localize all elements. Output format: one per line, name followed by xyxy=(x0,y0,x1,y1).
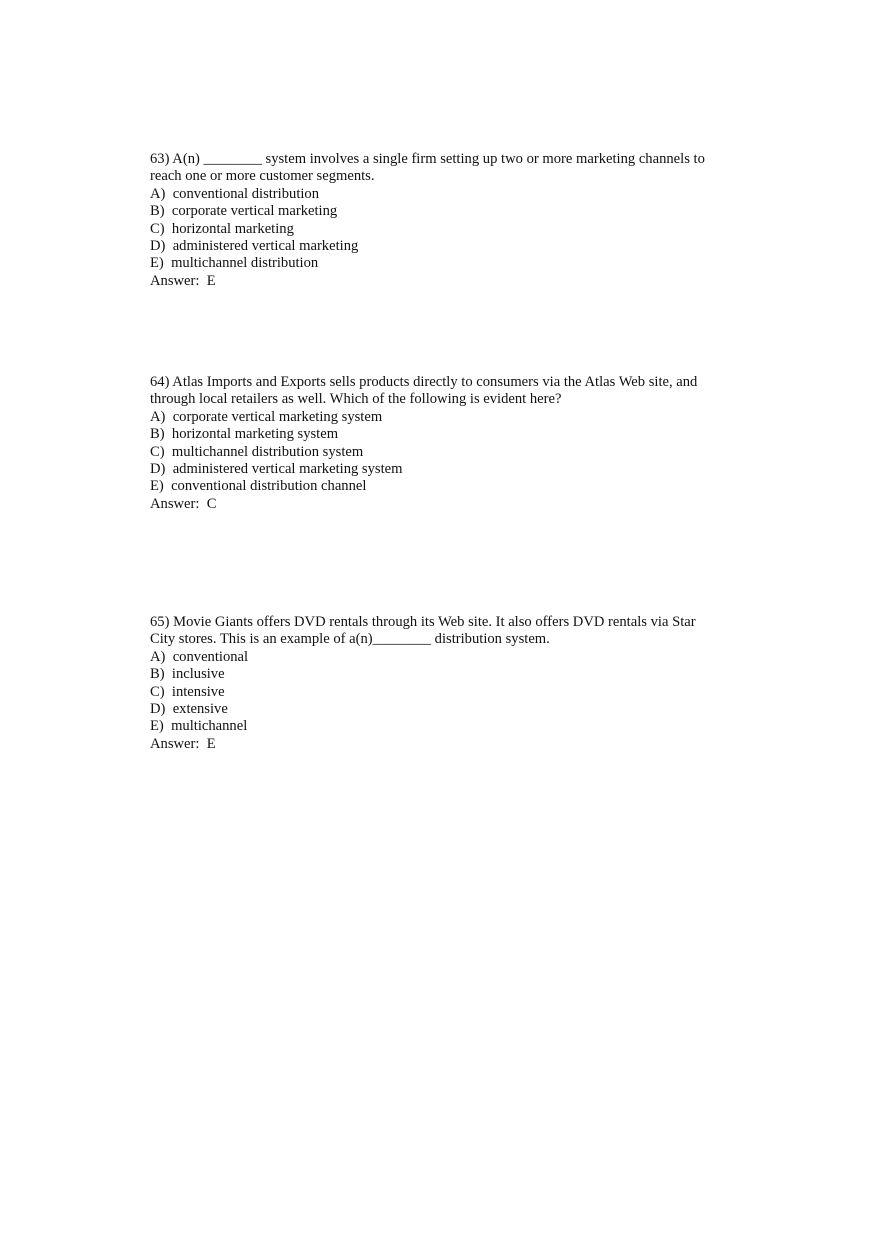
question-text-line: through local retailers as well. Which of the following is evident here? xyxy=(150,391,562,408)
question-text-line: 65) Movie Giants offers DVD rentals through its Web site. It also offers DVD rentals via Star xyxy=(150,614,696,630)
option-c: C) multichannel distribution system xyxy=(150,443,364,460)
option-e: E) multichannel distribution xyxy=(150,255,319,272)
question-65 xyxy=(150,614,750,753)
option-c: C) horizontal marketing xyxy=(150,220,294,237)
option-d: D) extensive xyxy=(150,701,228,718)
option-b: B) inclusive xyxy=(150,666,225,683)
option-a: A) conventional xyxy=(150,648,249,665)
option-e: E) conventional distribution channel xyxy=(150,478,367,495)
option-d: D) administered vertical marketing xyxy=(150,238,359,255)
option-a: A) corporate vertical marketing system xyxy=(150,408,383,425)
option-e: E) multichannel xyxy=(150,718,248,735)
question-text-line: 64) Atlas Imports and Exports sells products directly to consumers via the Atlas Web site, and xyxy=(150,374,698,390)
answer-line: Answer: C xyxy=(150,495,217,512)
option-b: B) corporate vertical marketing xyxy=(150,203,338,220)
question-text-line: 63) A(n) ________ system involves a single firm setting up two or more marketing channels to xyxy=(150,151,705,167)
answer-line: Answer: E xyxy=(150,272,216,289)
question-text-line: City stores. This is an example of a(n)________ distribution system. xyxy=(150,631,550,648)
option-a: A) conventional distribution xyxy=(150,185,320,202)
answer-line: Answer: E xyxy=(150,735,216,752)
option-b: B) horizontal marketing system xyxy=(150,426,339,443)
option-c: C) intensive xyxy=(150,683,225,700)
question-64 xyxy=(150,374,750,513)
option-d: D) administered vertical marketing system xyxy=(150,461,403,478)
question-63 xyxy=(150,151,750,290)
question-text-line: reach one or more customer segments. xyxy=(150,168,375,185)
